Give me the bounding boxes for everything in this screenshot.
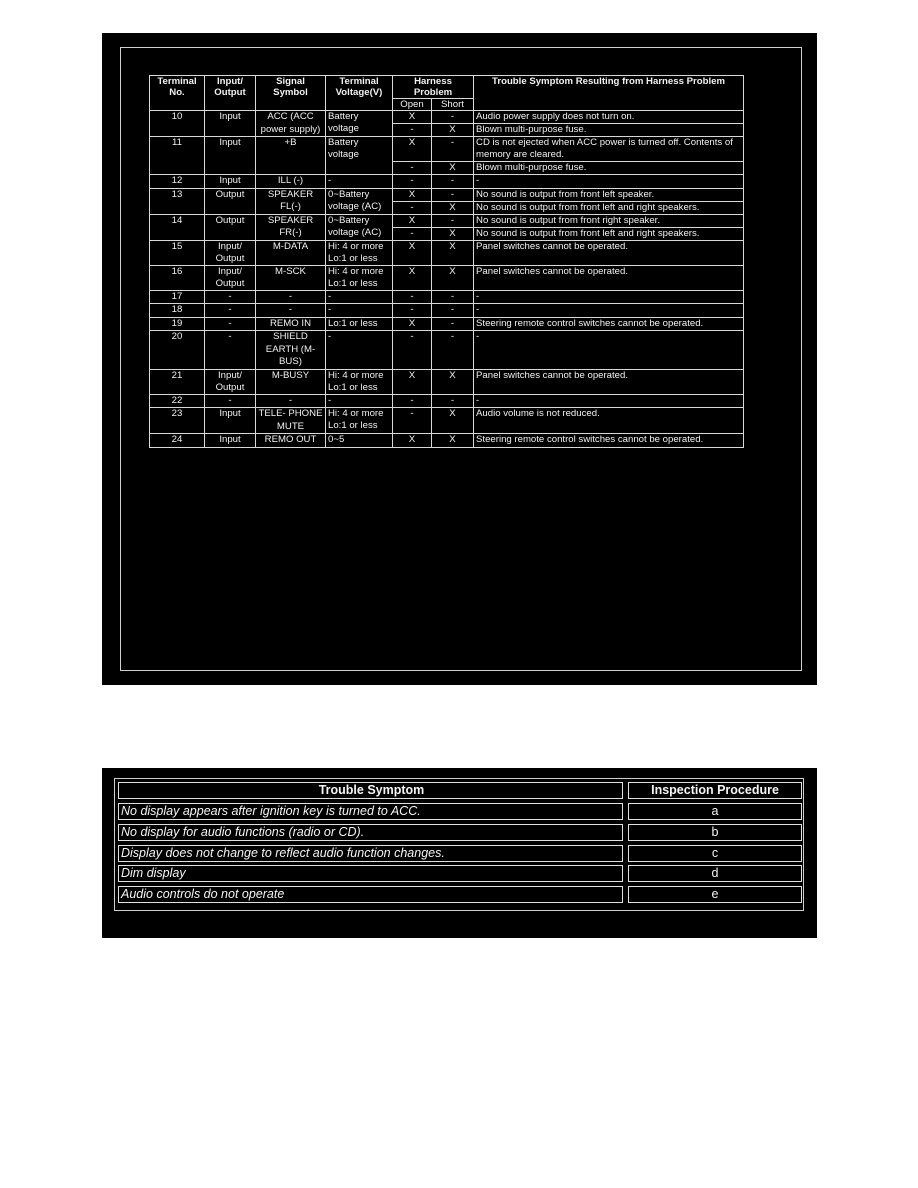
short-mark: - bbox=[432, 304, 474, 318]
symptom-text: Steering remote control switches cannot be operated. bbox=[474, 317, 744, 331]
symptom-text: Dim display bbox=[118, 865, 623, 882]
open-mark: - bbox=[393, 201, 432, 214]
terminal-voltage: 0~5 bbox=[326, 434, 393, 448]
terminal-voltage: 0~Battery voltage (AC) bbox=[326, 214, 393, 240]
short-mark: X bbox=[432, 265, 474, 290]
signal-symbol: M-BUSY bbox=[256, 369, 326, 394]
signal-symbol: ILL (-) bbox=[256, 175, 326, 189]
signal-symbol: - bbox=[256, 290, 326, 304]
input-output: Input bbox=[205, 434, 256, 448]
terminal-row bbox=[150, 137, 744, 162]
symptom-text: No display appears after ignition key is turned to ACC. bbox=[118, 803, 623, 820]
short-mark: - bbox=[432, 290, 474, 304]
terminal-row bbox=[150, 111, 744, 124]
harness-table bbox=[149, 75, 744, 448]
terminal-row bbox=[150, 265, 744, 290]
terminal-row bbox=[150, 304, 744, 318]
terminal-no: 19 bbox=[150, 317, 205, 331]
short-mark: - bbox=[432, 188, 474, 201]
symptom-text: Blown multi-purpose fuse. bbox=[474, 162, 744, 175]
terminal-voltage: Battery voltage bbox=[326, 137, 393, 175]
symptom-text: - bbox=[474, 175, 744, 189]
header-trouble-symptom: Trouble Symptom Resulting from Harness Problem bbox=[474, 76, 744, 111]
terminal-voltage: Hi: 4 or more Lo:1 or less bbox=[326, 369, 393, 394]
signal-symbol: M-SCK bbox=[256, 265, 326, 290]
terminal-voltage: 0~Battery voltage (AC) bbox=[326, 188, 393, 214]
input-output: - bbox=[205, 290, 256, 304]
input-output: - bbox=[205, 317, 256, 331]
symptom-text: No sound is output from front left and right speakers. bbox=[474, 201, 744, 214]
short-mark: - bbox=[432, 331, 474, 370]
symptom-text: No sound is output from front left speaker. bbox=[474, 188, 744, 201]
terminal-voltage: - bbox=[326, 331, 393, 370]
short-mark: - bbox=[432, 214, 474, 227]
open-mark: - bbox=[393, 408, 432, 434]
terminal-voltage: Lo:1 or less bbox=[326, 317, 393, 331]
input-output: - bbox=[205, 331, 256, 370]
open-mark: - bbox=[393, 331, 432, 370]
short-mark: - bbox=[432, 111, 474, 124]
symptom-table-figure bbox=[102, 768, 817, 938]
open-mark: - bbox=[393, 175, 432, 189]
terminal-no: 11 bbox=[150, 137, 205, 175]
symptom-text: - bbox=[474, 290, 744, 304]
procedure-letter: b bbox=[628, 824, 802, 841]
signal-symbol: M-DATA bbox=[256, 240, 326, 265]
symptom-text: No display for audio functions (radio or CD). bbox=[118, 824, 623, 841]
terminal-voltage: - bbox=[326, 290, 393, 304]
terminal-row bbox=[150, 188, 744, 201]
input-output: Input bbox=[205, 111, 256, 137]
input-output: Input bbox=[205, 137, 256, 175]
header-inspection-procedure: Inspection Procedure bbox=[628, 782, 802, 799]
signal-symbol: SHIELD EARTH (M-BUS) bbox=[256, 331, 326, 370]
terminal-no: 24 bbox=[150, 434, 205, 448]
header-input-output: Input/ Output bbox=[205, 76, 256, 111]
open-mark: - bbox=[393, 290, 432, 304]
terminal-no: 13 bbox=[150, 188, 205, 214]
symptom-text: Panel switches cannot be operated. bbox=[474, 265, 744, 290]
terminal-voltage: Hi: 4 or more Lo:1 or less bbox=[326, 265, 393, 290]
open-mark: X bbox=[393, 369, 432, 394]
short-mark: X bbox=[432, 227, 474, 240]
header-terminal-voltage: Terminal Voltage(V) bbox=[326, 76, 393, 111]
signal-symbol: - bbox=[256, 304, 326, 318]
symptom-text: Audio power supply does not turn on. bbox=[474, 111, 744, 124]
short-mark: X bbox=[432, 408, 474, 434]
terminal-voltage: - bbox=[326, 304, 393, 318]
open-mark: - bbox=[393, 394, 432, 408]
terminal-no: 14 bbox=[150, 214, 205, 240]
symptom-text: - bbox=[474, 304, 744, 318]
signal-symbol: +B bbox=[256, 137, 326, 175]
input-output: - bbox=[205, 304, 256, 318]
terminal-no: 20 bbox=[150, 331, 205, 370]
short-mark: X bbox=[432, 124, 474, 137]
terminal-no: 10 bbox=[150, 111, 205, 137]
procedure-letter: a bbox=[628, 803, 802, 820]
signal-symbol: SPEAKER FL(-) bbox=[256, 188, 326, 214]
procedure-letter: c bbox=[628, 845, 802, 862]
symptom-text: Audio volume is not reduced. bbox=[474, 408, 744, 434]
input-output: Input/ Output bbox=[205, 369, 256, 394]
signal-symbol: ACC (ACC power supply) bbox=[256, 111, 326, 137]
terminal-voltage: Battery voltage bbox=[326, 111, 393, 137]
input-output: Output bbox=[205, 214, 256, 240]
short-mark: X bbox=[432, 434, 474, 448]
open-mark: X bbox=[393, 137, 432, 162]
short-mark: X bbox=[432, 240, 474, 265]
terminal-row bbox=[150, 369, 744, 394]
terminal-row bbox=[150, 240, 744, 265]
terminal-no: 22 bbox=[150, 394, 205, 408]
terminal-no: 16 bbox=[150, 265, 205, 290]
header-short: Short bbox=[432, 99, 474, 111]
signal-symbol: REMO IN bbox=[256, 317, 326, 331]
symptom-text: Panel switches cannot be operated. bbox=[474, 369, 744, 394]
signal-symbol: - bbox=[256, 394, 326, 408]
symptom-text: Steering remote control switches cannot be operated. bbox=[474, 434, 744, 448]
header-terminal: Terminal No. bbox=[150, 76, 205, 111]
symptom-text: Panel switches cannot be operated. bbox=[474, 240, 744, 265]
terminal-no: 15 bbox=[150, 240, 205, 265]
terminal-row bbox=[150, 317, 744, 331]
open-mark: - bbox=[393, 304, 432, 318]
signal-symbol: SPEAKER FR(-) bbox=[256, 214, 326, 240]
terminal-no: 12 bbox=[150, 175, 205, 189]
terminal-row bbox=[150, 394, 744, 408]
short-mark: X bbox=[432, 162, 474, 175]
header-harness-problem: Harness Problem bbox=[393, 76, 474, 99]
short-mark: X bbox=[432, 369, 474, 394]
terminal-row bbox=[150, 214, 744, 227]
symptom-text: - bbox=[474, 394, 744, 408]
terminal-row bbox=[150, 331, 744, 370]
terminal-no: 21 bbox=[150, 369, 205, 394]
open-mark: X bbox=[393, 111, 432, 124]
symptom-text: Blown multi-purpose fuse. bbox=[474, 124, 744, 137]
header-open: Open bbox=[393, 99, 432, 111]
input-output: Output bbox=[205, 188, 256, 214]
terminal-voltage: Hi: 4 or more Lo:1 or less bbox=[326, 408, 393, 434]
short-mark: - bbox=[432, 175, 474, 189]
harness-table-body bbox=[150, 111, 744, 448]
open-mark: X bbox=[393, 240, 432, 265]
open-mark: - bbox=[393, 124, 432, 137]
procedure-letter: e bbox=[628, 886, 802, 903]
open-mark: X bbox=[393, 434, 432, 448]
short-mark: - bbox=[432, 317, 474, 331]
terminal-voltage: - bbox=[326, 394, 393, 408]
symptom-text: Audio controls do not operate bbox=[118, 886, 623, 903]
open-mark: X bbox=[393, 188, 432, 201]
open-mark: - bbox=[393, 227, 432, 240]
input-output: Input/ Output bbox=[205, 265, 256, 290]
terminal-no: 18 bbox=[150, 304, 205, 318]
terminal-row bbox=[150, 434, 744, 448]
terminal-voltage: - bbox=[326, 175, 393, 189]
input-output: Input/ Output bbox=[205, 240, 256, 265]
symptom-text: - bbox=[474, 331, 744, 370]
terminal-voltage: Hi: 4 or more Lo:1 or less bbox=[326, 240, 393, 265]
terminal-row bbox=[150, 290, 744, 304]
header-trouble-symptom: Trouble Symptom bbox=[118, 782, 623, 799]
short-mark: - bbox=[432, 137, 474, 162]
symptom-text: Display does not change to reflect audio function changes. bbox=[118, 845, 623, 862]
terminal-no: 23 bbox=[150, 408, 205, 434]
signal-symbol: TELE- PHONE MUTE bbox=[256, 408, 326, 434]
input-output: Input bbox=[205, 408, 256, 434]
procedure-letter: d bbox=[628, 865, 802, 882]
open-mark: X bbox=[393, 317, 432, 331]
terminal-no: 17 bbox=[150, 290, 205, 304]
terminal-row bbox=[150, 175, 744, 189]
symptom-text: No sound is output from front right speaker. bbox=[474, 214, 744, 227]
header-signal-symbol: Signal Symbol bbox=[256, 76, 326, 111]
symptom-text: No sound is output from front left and right speakers. bbox=[474, 227, 744, 240]
input-output: - bbox=[205, 394, 256, 408]
harness-table-figure bbox=[102, 33, 817, 685]
input-output: Input bbox=[205, 175, 256, 189]
open-mark: - bbox=[393, 162, 432, 175]
open-mark: X bbox=[393, 214, 432, 227]
terminal-row bbox=[150, 408, 744, 434]
symptom-text: CD is not ejected when ACC power is turned off. Contents of memory are cleared. bbox=[474, 137, 744, 162]
open-mark: X bbox=[393, 265, 432, 290]
short-mark: X bbox=[432, 201, 474, 214]
short-mark: - bbox=[432, 394, 474, 408]
signal-symbol: REMO OUT bbox=[256, 434, 326, 448]
